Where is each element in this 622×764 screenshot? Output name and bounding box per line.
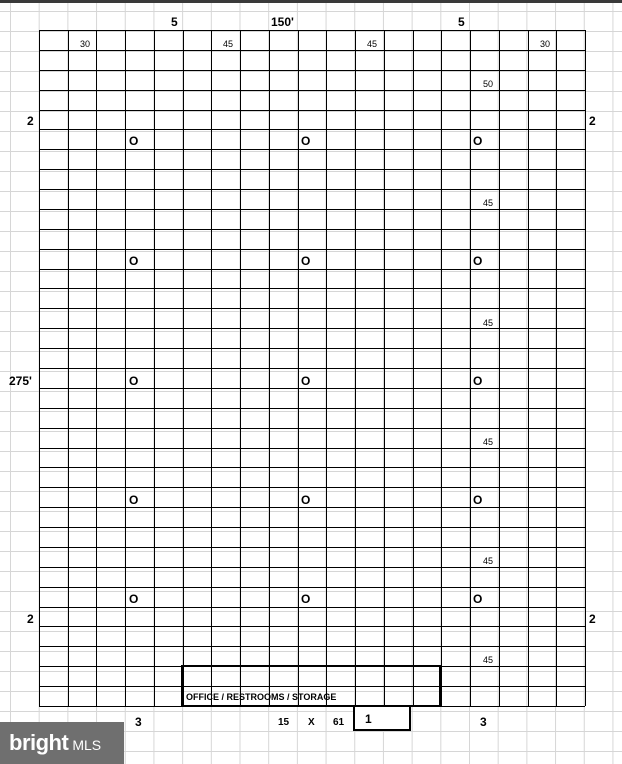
top-span-4: 30 xyxy=(540,39,551,49)
bottom-right-door-count: 3 xyxy=(480,715,487,729)
right-upper-door-count: 2 xyxy=(589,114,596,128)
left-lower-door-count: 2 xyxy=(27,612,34,626)
column-marker: O xyxy=(473,254,483,268)
column-marker: O xyxy=(301,592,311,606)
column-marker: O xyxy=(301,254,311,268)
top-span-2: 45 xyxy=(223,39,234,49)
top-right-door-count: 5 xyxy=(458,15,465,29)
width-dimension: 150' xyxy=(271,15,294,29)
column-marker: O xyxy=(473,374,483,388)
bottom-center-door-count: 1 xyxy=(365,712,372,726)
column-marker: O xyxy=(473,592,483,606)
top-span-3: 45 xyxy=(367,39,378,49)
depth-dimension: 275' xyxy=(9,374,32,388)
door-1-box xyxy=(354,706,410,730)
top-span-1: 30 xyxy=(80,39,91,49)
column-marker: O xyxy=(473,134,483,148)
right-span-1: 50 xyxy=(483,79,494,89)
right-span-3: 45 xyxy=(483,318,494,328)
logo-suffix: MLS xyxy=(72,737,102,753)
column-marker: O xyxy=(129,592,139,606)
column-marker: O xyxy=(129,254,139,268)
office-area-label: OFFICE / RESTROOMS / STORAGE xyxy=(186,692,337,702)
column-marker: O xyxy=(129,134,139,148)
right-span-6: 45 xyxy=(483,655,494,665)
right-span-4: 45 xyxy=(483,437,494,447)
right-lower-door-count: 2 xyxy=(589,612,596,626)
column-marker: O xyxy=(129,374,139,388)
office-width: 15 xyxy=(278,717,290,728)
column-marker: O xyxy=(301,134,311,148)
office-depth: 61 xyxy=(333,717,345,728)
right-span-5: 45 xyxy=(483,556,494,566)
office-size-x: X xyxy=(308,717,315,728)
bottom-left-door-count: 3 xyxy=(135,715,142,729)
right-span-2: 45 xyxy=(483,198,494,208)
left-upper-door-count: 2 xyxy=(27,114,34,128)
brightmls-logo xyxy=(0,722,124,764)
top-left-door-count: 5 xyxy=(171,15,178,29)
column-marker: O xyxy=(129,493,139,507)
logo-wordmark: bright xyxy=(9,730,69,755)
column-marker: O xyxy=(473,493,483,507)
column-marker: O xyxy=(301,374,311,388)
column-marker: O xyxy=(301,493,311,507)
